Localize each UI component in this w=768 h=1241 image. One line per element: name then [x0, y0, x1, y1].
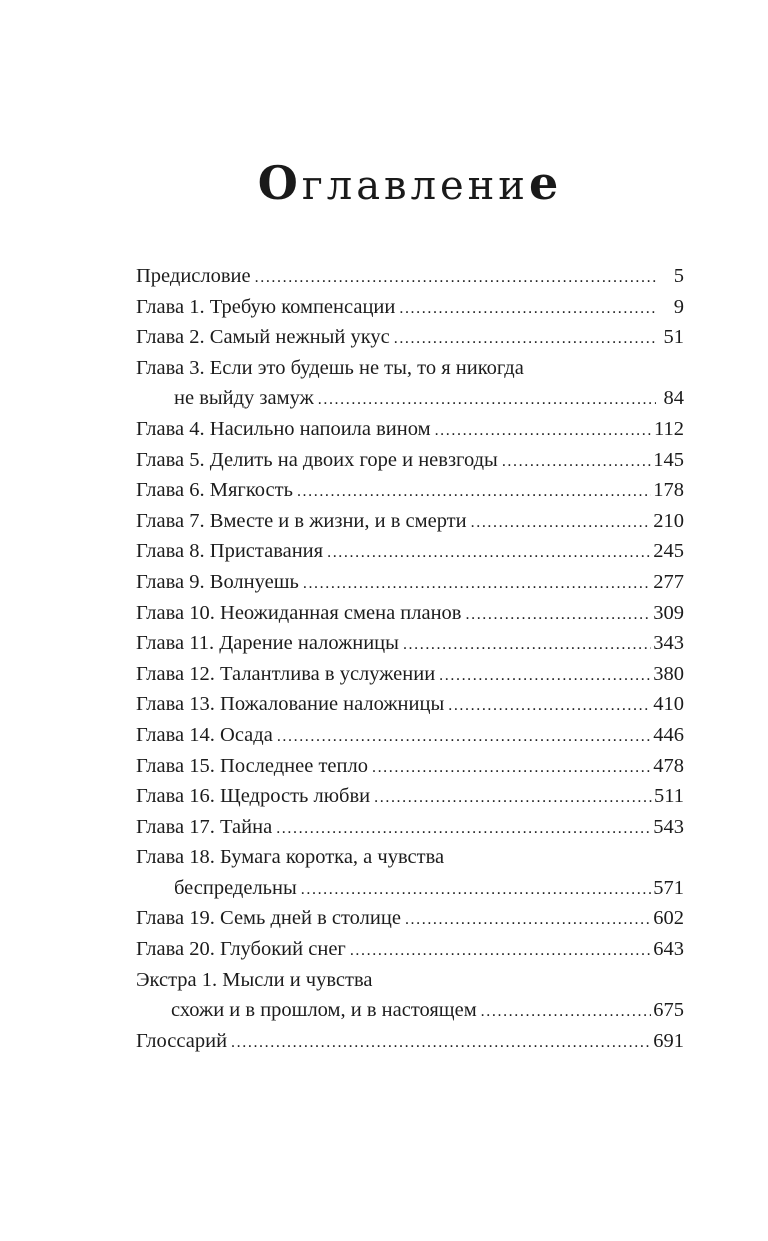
toc-entry-title: Глава 5. Делить на двоих горе и невзгоды	[136, 448, 498, 471]
toc-page-number: 410	[653, 693, 684, 716]
dot-leader	[277, 722, 651, 751]
toc-entry[interactable]	[136, 781, 684, 812]
dot-leader	[255, 263, 656, 292]
toc-page-number: 602	[653, 907, 684, 930]
title-initial: О	[257, 156, 302, 210]
toc-entry-title: Глава 12. Талантлива в услужении	[136, 662, 436, 685]
toc-page-number: 245	[653, 540, 684, 563]
toc-entry-title: беспредельны	[174, 876, 297, 899]
toc-entry-line	[136, 506, 684, 537]
toc-entry-continuation	[136, 873, 684, 904]
toc-entry[interactable]	[136, 598, 684, 629]
toc-page-number: 51	[663, 326, 684, 349]
toc-entry-title: Глава 9. Волнуешь	[136, 570, 299, 593]
toc-entry[interactable]	[136, 812, 684, 843]
toc-entry-continuation	[136, 383, 684, 414]
toc-entry-continuation	[136, 995, 684, 1026]
toc-page-number: 145	[653, 448, 684, 471]
toc-entry[interactable]	[136, 414, 684, 445]
dot-leader	[394, 324, 656, 353]
title-middle: главлени	[301, 163, 529, 209]
toc-entry-title: Глава 6. Мягкость	[136, 479, 293, 502]
dot-leader	[502, 447, 651, 476]
toc-entry[interactable]	[136, 475, 684, 506]
toc-entry-line	[136, 261, 684, 292]
table-of-contents	[136, 261, 684, 1056]
toc-entry-line	[136, 445, 684, 476]
toc-entry-line	[136, 1026, 684, 1057]
toc-entry[interactable]	[136, 322, 684, 353]
dot-leader	[374, 783, 652, 812]
toc-entry-title: Глава 20. Глубокий снег	[136, 938, 346, 961]
toc-page-number: 675	[653, 999, 684, 1022]
toc-entry-line	[136, 965, 684, 996]
toc-entry[interactable]	[136, 1026, 684, 1057]
toc-page-number: 343	[653, 632, 684, 655]
toc-entry-title: Глава 19. Семь дней в столице	[136, 907, 401, 930]
toc-entry-line	[136, 628, 684, 659]
toc-entry-title: Глава 16. Щедрость любви	[136, 785, 371, 808]
toc-entry-title: не выйду замуж	[174, 387, 314, 410]
toc-entry-line	[136, 812, 684, 843]
toc-entry-line	[136, 659, 684, 690]
dot-leader	[435, 416, 652, 445]
toc-entry-line	[136, 536, 684, 567]
toc-page-number: 84	[663, 387, 684, 410]
toc-entry-line	[136, 598, 684, 629]
toc-entry[interactable]	[136, 261, 684, 292]
toc-entry[interactable]	[136, 536, 684, 567]
toc-page-number: 9	[673, 295, 684, 318]
dot-leader	[327, 538, 651, 567]
toc-entry-title: Глава 10. Неожиданная смена планов	[136, 601, 462, 624]
toc-entry[interactable]	[136, 720, 684, 751]
toc-entry-title: схожи и в прошлом, и в настоящем	[171, 999, 477, 1022]
toc-entry-line	[136, 751, 684, 782]
toc-entry[interactable]	[136, 689, 684, 720]
toc-page-number: 478	[653, 754, 684, 777]
toc-entry[interactable]	[136, 903, 684, 934]
dot-leader	[301, 875, 651, 904]
dot-leader	[405, 905, 651, 934]
toc-page-number: 691	[653, 1029, 684, 1052]
toc-entry[interactable]	[136, 965, 684, 1026]
toc-entry-title: Глава 13. Пожалование наложницы	[136, 693, 445, 716]
toc-entry[interactable]	[136, 567, 684, 598]
dot-leader	[471, 508, 652, 537]
toc-entry-title: Глава 17. Тайна	[136, 815, 273, 838]
toc-entry-line	[136, 842, 684, 873]
toc-page-number: 277	[653, 570, 684, 593]
toc-entry-line	[136, 567, 684, 598]
toc-entry[interactable]	[136, 751, 684, 782]
toc-page-number: 571	[653, 876, 684, 899]
toc-entry[interactable]	[136, 659, 684, 690]
toc-entry[interactable]	[136, 842, 684, 903]
toc-entry[interactable]	[136, 628, 684, 659]
toc-entry-line	[136, 292, 684, 323]
dot-leader	[297, 477, 651, 506]
toc-entry-line	[136, 689, 684, 720]
toc-entry-line	[136, 353, 684, 384]
dot-leader	[448, 691, 651, 720]
toc-page-number: 380	[653, 662, 684, 685]
dot-leader	[231, 1028, 651, 1057]
toc-page-number: 178	[653, 479, 684, 502]
toc-entry-title: Глава 3. Если это будешь не ты, то я никогда	[136, 356, 524, 379]
dot-leader	[439, 661, 651, 690]
toc-entry-title: Глава 11. Дарение наложницы	[136, 632, 399, 655]
dot-leader	[403, 630, 651, 659]
page-title	[0, 158, 768, 211]
dot-leader	[466, 600, 652, 629]
toc-entry[interactable]	[136, 445, 684, 476]
toc-page-number: 446	[653, 723, 684, 746]
toc-page-number: 5	[673, 265, 684, 287]
toc-entry[interactable]	[136, 292, 684, 323]
toc-entry[interactable]	[136, 353, 684, 414]
toc-entry-line	[136, 475, 684, 506]
toc-entry-title: Глава 2. Самый нежный укус	[136, 326, 390, 349]
dot-leader	[481, 997, 652, 1026]
toc-page-number: 210	[653, 509, 684, 532]
dot-leader	[276, 814, 651, 843]
toc-entry-line	[136, 903, 684, 934]
toc-entry-line	[136, 781, 684, 812]
toc-page-number: 543	[653, 815, 684, 838]
toc-entry-line	[136, 322, 684, 353]
toc-page-number: 511	[654, 785, 684, 808]
toc-entry[interactable]	[136, 506, 684, 537]
dot-leader	[350, 936, 651, 965]
toc-entry-title: Предисловие	[136, 265, 251, 287]
toc-entry-title: Экстра 1. Мысли и чувства	[136, 968, 373, 991]
toc-entry-title: Глоссарий	[136, 1029, 228, 1052]
title-final: е	[528, 156, 563, 210]
toc-entry-line	[136, 934, 684, 965]
toc-entry-title: Глава 15. Последнее тепло	[136, 754, 368, 777]
toc-entry-title: Глава 1. Требую компенсации	[136, 295, 396, 318]
toc-entry-title: Глава 14. Осада	[136, 723, 273, 746]
toc-page-number: 643	[653, 938, 684, 961]
dot-leader	[303, 569, 651, 598]
toc-entry-title: Глава 7. Вместе и в жизни, и в смерти	[136, 509, 467, 532]
toc-entry-line	[136, 720, 684, 751]
toc-page-number: 112	[654, 417, 684, 440]
dot-leader	[372, 753, 651, 782]
toc-page-number: 309	[653, 601, 684, 624]
toc-entry-title: Глава 4. Насильно напоила вином	[136, 417, 431, 440]
dot-leader	[399, 294, 656, 323]
dot-leader	[318, 385, 656, 414]
toc-entry-line	[136, 414, 684, 445]
toc-entry-title: Глава 8. Приставания	[136, 540, 324, 563]
toc-entry[interactable]	[136, 934, 684, 965]
toc-entry-title: Глава 18. Бумага коротка, а чувства	[136, 846, 445, 869]
